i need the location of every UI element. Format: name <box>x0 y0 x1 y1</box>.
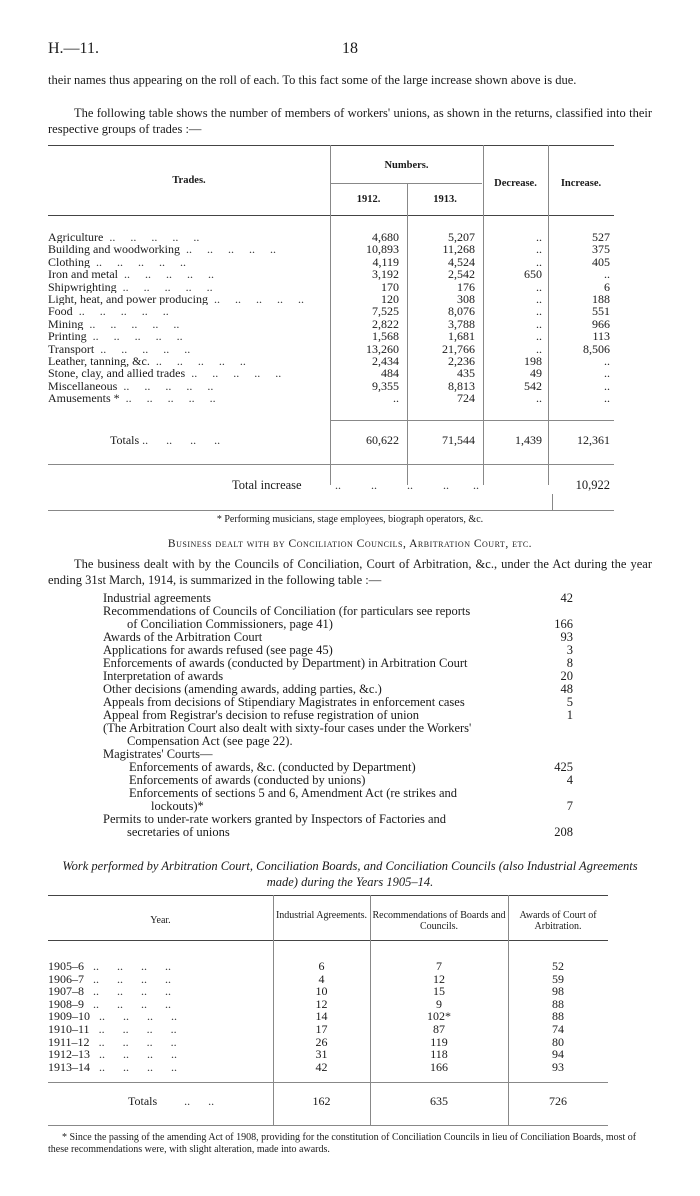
work-footnote: * Since the passing of the amending Act of 1908, providing for the constitution of Conciliation Councils in lieu of Conciliation Boards, most of these recommendations were, with slight alteration, made into awards. <box>48 1132 637 1155</box>
dot-leader: .. .. .. .. <box>90 1009 177 1024</box>
summary-value: 8 <box>566 656 573 670</box>
table-row <box>48 392 614 404</box>
work-totals-row: Totals .. .. 162 635 726 <box>48 1094 608 1109</box>
recommendations-value: 166 <box>430 1059 448 1074</box>
awards-value: 59 <box>552 971 564 986</box>
work-totals-awards: 726 <box>549 1094 567 1108</box>
trade-name: Transport <box>48 342 95 356</box>
totals-1912: 60,622 <box>366 433 399 447</box>
year-label: 1905–6 <box>48 959 84 973</box>
agreements-value: 12 <box>315 996 328 1011</box>
dot-leader: .. .. .. .. .. <box>149 355 246 368</box>
summary-label: Magistrates' Courts— <box>103 748 213 761</box>
value-1913: 2,236 <box>448 354 475 369</box>
summary-value: 42 <box>560 591 573 605</box>
agreements-value: 42 <box>315 1059 328 1074</box>
awards-value: 80 <box>552 1034 564 1049</box>
header-decrease: Decrease. <box>494 178 537 189</box>
table-row <box>48 318 614 330</box>
awards-value: 93 <box>552 1059 564 1074</box>
value-1913: 2,542 <box>448 267 475 282</box>
summary-label: Enforcements of sections 5 and 6, Amendment Act (re strikes and <box>129 787 458 800</box>
summary-label: (The Arbitration Court also dealt with sixty-four cases under the Workers' <box>103 722 472 735</box>
agreements-value: 4 <box>318 971 325 986</box>
value-1913: 21,766 <box>442 341 475 356</box>
dot-leader: .. .. .. .. .. <box>83 317 180 331</box>
agreements-value: 6 <box>318 959 325 973</box>
summary-item <box>103 670 573 683</box>
totals-decrease: 1,439 <box>515 433 542 447</box>
value-decrease: .. <box>536 316 542 331</box>
summary-item <box>103 696 573 709</box>
total-increase-top-rule <box>48 464 614 465</box>
table-row <box>48 231 614 243</box>
awards-value: 98 <box>552 984 564 999</box>
summary-label: Applications for awards refused (see page 45) <box>103 644 333 657</box>
value-1912: 4,680 <box>372 230 399 244</box>
summary-item <box>103 735 573 748</box>
value-increase: 966 <box>592 316 610 331</box>
dot-leader: .. .. .. .. <box>84 959 171 973</box>
total-increase-vrule <box>552 494 553 510</box>
value-1913: 8,076 <box>448 304 475 319</box>
totals-increase: 12,361 <box>577 433 610 447</box>
value-1912: 170 <box>381 279 399 294</box>
table-row <box>48 367 614 379</box>
summary-label: Enforcements of awards (conducted by Department) in Arbitration Court <box>103 657 468 670</box>
summary-item <box>103 722 573 735</box>
value-1913: 308 <box>457 292 475 307</box>
awards-value: 52 <box>552 959 564 973</box>
dot-leader: .. .. .. .. <box>84 996 171 1011</box>
dot-leader: .. .. .. .. .. <box>119 392 216 405</box>
value-decrease: 198 <box>524 354 542 369</box>
agreements-value: 10 <box>315 984 328 999</box>
value-decrease: .. <box>536 230 542 244</box>
value-increase: .. <box>604 366 610 381</box>
table-row <box>48 305 614 317</box>
trade-name: Leather, tanning, &c. <box>48 355 150 368</box>
summary-label: Enforcements of awards (conducted by unions) <box>129 774 366 787</box>
page-header <box>48 40 652 62</box>
awards-value: 94 <box>552 1047 564 1062</box>
summary-value: 3 <box>566 643 573 657</box>
value-1912: 9,355 <box>372 378 399 393</box>
table-header-rule <box>48 215 614 216</box>
summary-value: 166 <box>554 617 573 631</box>
page-number: 18 <box>342 40 358 57</box>
work-header-rule <box>48 940 608 941</box>
summary-item <box>103 826 573 839</box>
header-1913: 1913. <box>433 194 457 205</box>
dot-leader: .. .. .. .. <box>90 1047 177 1062</box>
year-label: 1910–11 <box>48 1021 90 1036</box>
table-bottom-rule <box>48 510 614 511</box>
value-1912: 120 <box>381 292 399 307</box>
value-decrease: .. <box>536 304 542 319</box>
trade-name: Printing <box>48 330 87 343</box>
numbers-subrule <box>330 183 482 184</box>
dot-leader: .. .. .. .. .. <box>117 379 214 393</box>
totals-rule <box>330 420 614 421</box>
value-decrease: .. <box>536 329 542 344</box>
summary-value: 48 <box>560 682 573 696</box>
report-reference: H.—11. <box>48 40 99 57</box>
value-increase: .. <box>604 354 610 369</box>
year-label: 1909–10 <box>48 1009 90 1024</box>
value-1912: 1,568 <box>372 329 399 344</box>
value-1912: 484 <box>381 366 399 381</box>
summary-value: 4 <box>566 773 573 787</box>
work-header-awards: Awards of Court of Arbitration. <box>519 910 597 932</box>
value-1912: 4,119 <box>372 254 399 269</box>
summary-label: Appeal from Registrar's decision to refuse registration of union <box>103 709 420 722</box>
summary-item <box>103 761 573 774</box>
total-increase-value: 10,922 <box>575 478 610 492</box>
trade-name: Building and woodworking <box>48 243 180 256</box>
table-row <box>48 243 614 255</box>
work-totals-agreements: 162 <box>312 1094 331 1108</box>
header-numbers: Numbers. <box>384 160 429 171</box>
value-increase: .. <box>604 391 610 406</box>
work-totals-recommendations: 635 <box>430 1094 448 1108</box>
summary-item <box>103 787 573 800</box>
summary-label: Enforcements of awards, &c. (conducted by Department) <box>129 761 416 774</box>
trade-name: Food <box>48 305 73 318</box>
dot-leader: .. .. .. .. .. <box>185 367 282 380</box>
dot-leader: .. .. .. .. .. <box>86 330 183 343</box>
work-header-agreements: Industrial Agreements. <box>275 910 368 921</box>
summary-item <box>103 748 573 761</box>
recommendations-value: 102* <box>427 1009 451 1024</box>
awards-value: 88 <box>552 996 564 1011</box>
value-1912: 7,525 <box>372 304 399 319</box>
trade-name: Light, heat, and power producing <box>48 293 208 306</box>
summary-item <box>103 683 573 696</box>
header-increase: Increase. <box>560 178 602 189</box>
value-increase: 8,506 <box>583 341 610 356</box>
summary-item <box>103 644 573 657</box>
trade-name: Agriculture <box>48 231 104 244</box>
unions-table-body <box>48 231 614 405</box>
dot-leader: .. .. .. .. <box>84 971 171 986</box>
summary-value: 425 <box>554 760 573 774</box>
summary-item <box>103 631 573 644</box>
value-1913: 176 <box>457 279 475 294</box>
value-1912: 3,192 <box>372 267 399 282</box>
recommendations-value: 118 <box>430 1047 448 1062</box>
summary-label: Other decisions (amending awards, adding parties, &c.) <box>103 683 382 696</box>
total-increase-label: Total increase <box>232 478 302 492</box>
value-increase: .. <box>604 267 610 282</box>
summary-label: Industrial agreements <box>103 592 211 605</box>
summary-label: of Conciliation Commissioners, page 41) <box>127 618 333 631</box>
dot-leader: .. .. .. .. <box>90 1059 177 1074</box>
trade-name: Mining <box>48 317 84 331</box>
trade-name: Stone, clay, and allied trades <box>48 367 186 380</box>
recommendations-value: 119 <box>430 1034 448 1049</box>
trade-name: Shipwrighting <box>48 280 117 294</box>
totals-label: Totals <box>110 433 140 447</box>
summary-label: Compensation Act (see page 22). <box>127 735 293 748</box>
value-1912: 13,260 <box>366 341 399 356</box>
table-row <box>48 281 614 293</box>
intro-paragraph-1: their names thus appearing on the roll of each. To this fact some of the large increase shown above is due. <box>48 73 577 87</box>
summary-label: Appeals from decisions of Stipendiary Magistrates in enforcement cases <box>103 696 465 709</box>
work-totals-label: Totals <box>128 1094 158 1108</box>
summary-item <box>103 618 573 631</box>
recommendations-value: 9 <box>436 996 442 1011</box>
trade-name: Miscellaneous <box>48 379 118 393</box>
year-label: 1913–14 <box>48 1059 90 1074</box>
totals-1913: 71,544 <box>442 433 475 447</box>
dot-leader: .. .. .. .. .. <box>180 243 276 256</box>
awards-value: 88 <box>552 1009 564 1024</box>
work-totals-rule <box>48 1082 608 1083</box>
table-row <box>48 330 614 342</box>
intro-paragraph-2: The following table shows the number of members of workers' unions, as shown in the returns, classified into their respective groups of trades :— <box>48 106 652 136</box>
value-decrease: 542 <box>524 378 542 393</box>
value-decrease: .. <box>536 292 542 307</box>
work-table-title: Work performed by Arbitration Court, Conciliation Boards, and Conciliation Councils (also Industrial Agreements made) during the Years 1905–14. <box>62 859 638 889</box>
value-decrease: .. <box>536 341 542 356</box>
dot-leader: .. .. .. .. .. <box>94 342 191 356</box>
summary-item <box>103 592 573 605</box>
dot-leader: .. .. .. .. .. <box>90 255 187 269</box>
value-increase: 527 <box>592 230 610 244</box>
value-1913: 724 <box>457 391 475 406</box>
dot-leader: .. .. .. .. <box>84 984 171 999</box>
value-increase: 113 <box>592 329 610 344</box>
trade-name: Iron and metal <box>48 268 118 281</box>
recommendations-value: 87 <box>433 1021 445 1036</box>
value-1913: 4,524 <box>448 254 475 269</box>
business-heading: Business dealt with by Conciliation Councils, Arbitration Court, etc. <box>167 538 533 550</box>
value-increase: 6 <box>604 279 610 294</box>
value-1912: 10,893 <box>366 242 399 257</box>
value-increase: 551 <box>592 304 610 319</box>
value-1913: 1,681 <box>448 329 475 344</box>
summary-label: Interpretation of awards <box>103 670 224 683</box>
agreements-value: 14 <box>315 1009 328 1024</box>
year-label: 1907–8 <box>48 984 84 999</box>
value-1912: 2,822 <box>372 316 399 331</box>
value-1913: 8,813 <box>448 378 475 393</box>
value-1913: 11,268 <box>442 242 475 257</box>
dot-leader: .. .. .. .. .. <box>117 268 214 281</box>
value-decrease: .. <box>536 279 542 294</box>
total-increase-leader: .. .. .. .. .. <box>335 478 479 492</box>
unions-footnote: * Performing musicians, stage employees, biograph operators, &c. <box>216 514 484 525</box>
value-increase: 188 <box>592 292 610 307</box>
value-1913: 435 <box>457 366 475 381</box>
summary-label: Permits to under-rate workers granted by Inspectors of Factories and <box>103 813 447 826</box>
dot-leader: .. .. .. .. .. <box>116 280 213 294</box>
recommendations-value: 15 <box>433 984 445 999</box>
summary-value: 20 <box>560 669 573 683</box>
value-1913: 5,207 <box>448 230 475 244</box>
year-label: 1911–12 <box>48 1034 90 1049</box>
work-header-recommendations: Recommendations of Boards and Councils. <box>372 910 506 932</box>
header-trades: Trades. <box>172 175 206 186</box>
dot-leader: .. .. .. .. .. <box>103 231 200 244</box>
value-increase: 375 <box>592 242 610 257</box>
value-decrease: .. <box>536 242 542 257</box>
table-row <box>48 293 614 305</box>
trade-name: Clothing <box>48 255 91 269</box>
year-label: 1906–7 <box>48 971 84 986</box>
year-label: 1912–13 <box>48 1047 90 1062</box>
summary-item <box>103 813 573 826</box>
dot-leader: .. .. .. .. <box>89 1021 177 1036</box>
value-decrease: 650 <box>524 267 542 282</box>
agreements-value: 26 <box>315 1034 328 1049</box>
value-1913: 3,788 <box>448 316 475 331</box>
summary-label: secretaries of unions <box>127 826 230 839</box>
dot-leader: .. .. .. .. .. <box>207 293 304 306</box>
trade-name: Amusements * <box>48 392 120 405</box>
agreements-value: 17 <box>315 1021 328 1036</box>
table-row <box>48 268 614 280</box>
recommendations-value: 12 <box>433 971 445 986</box>
value-increase: .. <box>604 378 610 393</box>
work-bottom-rule <box>48 1125 608 1126</box>
header-1912: 1912. <box>356 194 381 205</box>
summary-label: Recommendations of Councils of Conciliation (for particulars see reports <box>103 605 471 618</box>
agreements-value: 31 <box>315 1047 328 1062</box>
summary-value <box>533 722 573 735</box>
unions-totals-row: Totals .. .. .. .. 60,622 71,544 1,439 12,361 <box>48 433 614 448</box>
summary-value: 5 <box>566 695 573 709</box>
summary-value <box>533 735 573 748</box>
value-increase: 405 <box>592 254 610 269</box>
dot-leader: .. .. .. .. .. <box>72 305 169 318</box>
business-intro: The business dealt with by the Councils of Conciliation, Court of Arbitration, &c., under the Act during the year ending 31st March, 1914, is summarized in the following table :— <box>48 557 652 587</box>
summary-value: 208 <box>554 825 573 839</box>
value-1912: 2,434 <box>372 354 399 369</box>
table-row <box>48 380 614 392</box>
summary-value: 1 <box>566 708 573 722</box>
summary-item <box>103 605 573 618</box>
value-decrease: 49 <box>530 366 542 381</box>
summary-item <box>103 800 573 813</box>
value-decrease: .. <box>536 391 542 406</box>
summary-item <box>103 709 573 722</box>
table-top-rule <box>48 145 614 146</box>
summary-item <box>103 657 573 670</box>
recommendations-value: 7 <box>436 959 442 973</box>
summary-value: 93 <box>560 630 573 644</box>
value-1912: .. <box>393 391 399 406</box>
table-row <box>48 1061 608 1074</box>
business-summary-list <box>103 592 573 839</box>
work-table-body <box>48 960 608 1073</box>
dot-leader: .. .. .. .. <box>89 1034 177 1049</box>
summary-label: Awards of the Arbitration Court <box>103 631 263 644</box>
value-decrease: .. <box>536 254 542 269</box>
work-top-rule <box>48 895 608 896</box>
awards-value: 74 <box>552 1021 564 1036</box>
summary-item <box>103 774 573 787</box>
summary-label: lockouts)* <box>151 800 204 813</box>
year-label: 1908–9 <box>48 996 84 1011</box>
summary-value: 7 <box>566 799 573 813</box>
work-header-year: Year. <box>150 915 171 926</box>
